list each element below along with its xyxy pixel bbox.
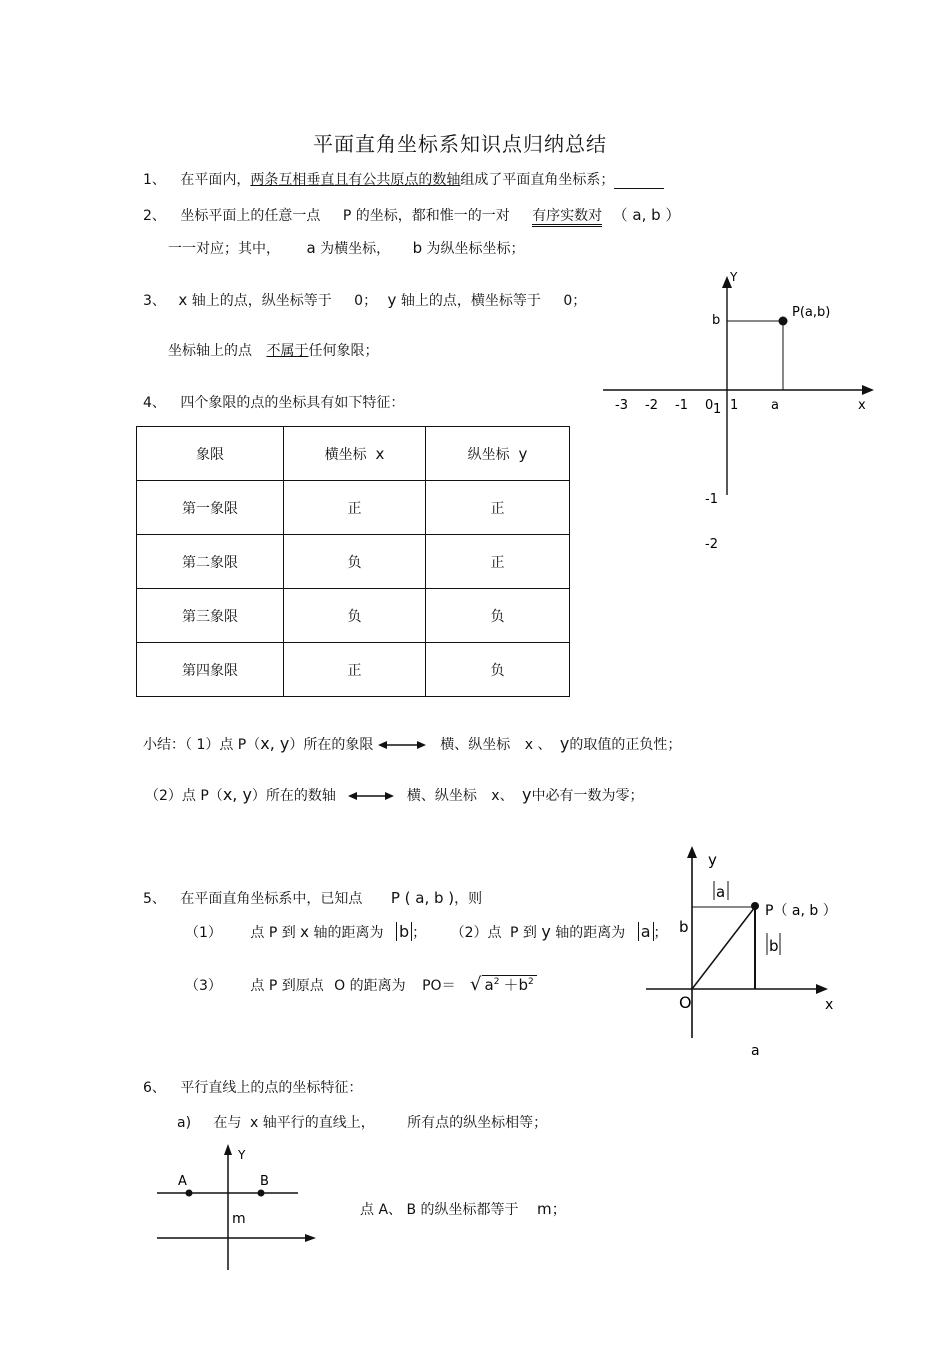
- table-cell: 正: [426, 481, 570, 535]
- x-axis-label: x: [858, 398, 866, 413]
- var-x: x: [178, 291, 188, 309]
- table-row: [137, 535, 570, 589]
- text: 一一对应；其中，: [168, 241, 280, 257]
- var-y: y: [518, 444, 528, 463]
- text: 平行直线上的点的坐标特征：: [180, 1080, 363, 1096]
- var-x: x 、: [524, 737, 552, 753]
- var-a: a: [484, 976, 494, 994]
- m-label: m: [232, 1211, 246, 1227]
- y-axis-label: Y: [730, 270, 738, 284]
- var-x: x: [375, 444, 385, 463]
- table-cell: 负: [426, 589, 570, 643]
- table-cell: 正: [284, 481, 426, 535]
- header-cell: [426, 427, 570, 481]
- text: 的坐标，都和惟一的一对: [355, 208, 510, 224]
- table-cell: 负: [284, 589, 426, 643]
- vars: x, y: [260, 734, 290, 753]
- text: 的距离为: [349, 978, 406, 994]
- exponent: 2: [527, 977, 534, 987]
- section-5-item-3: [185, 974, 537, 995]
- y-tick: -2: [705, 537, 718, 552]
- text: 横、纵坐标: [440, 737, 511, 753]
- section-number: 6、: [143, 1080, 166, 1096]
- text: 轴上的点，横坐标等于: [400, 293, 541, 309]
- header-text: 纵坐标: [467, 446, 510, 463]
- b-label: b: [679, 918, 689, 936]
- text: 四个象限的点的坐标具有如下特征：: [180, 395, 405, 411]
- y-axis-label: y: [708, 851, 717, 869]
- double-arrow-icon: [348, 791, 394, 801]
- var-y: y: [522, 785, 532, 804]
- text: 为纵坐标坐标；: [426, 241, 525, 257]
- var-y: y: [541, 922, 551, 941]
- point-label: P（ a, b ）: [765, 903, 837, 919]
- table-cell: 负: [284, 535, 426, 589]
- double-arrow-icon: [378, 740, 426, 750]
- table-row: [137, 481, 570, 535]
- section-6: [143, 1077, 362, 1097]
- text: （2）点 P（: [145, 788, 223, 804]
- a-label: a: [751, 1043, 760, 1059]
- point-label: P(a,b): [792, 305, 831, 320]
- header-text: 横坐标: [324, 446, 367, 463]
- header-cell: [284, 427, 426, 481]
- text: 轴平行的直线上，: [262, 1115, 375, 1131]
- x-tick: -3: [615, 398, 628, 413]
- double-underlined-text: 有序实数对: [532, 208, 602, 227]
- table-cell: 第四象限: [137, 643, 284, 697]
- y-tick: 1: [713, 402, 722, 417]
- section-number: 4、: [143, 395, 166, 411]
- a-label: a: [771, 398, 779, 413]
- text: ；: [412, 925, 427, 941]
- x-axis-label: x: [825, 997, 834, 1013]
- exponent: 2: [493, 977, 500, 987]
- section-5-item-1-2: [185, 922, 668, 942]
- zero: 0；: [354, 293, 378, 309]
- item-number: （1）: [185, 925, 222, 941]
- x-tick: 1: [730, 398, 739, 413]
- text: ；: [653, 925, 668, 941]
- text: 横、纵坐标: [406, 788, 477, 804]
- underlined-text: 不属于: [266, 343, 309, 359]
- parallel-note: [360, 1198, 567, 1219]
- y-axis-label: Y: [238, 1148, 246, 1162]
- var-b: b: [412, 239, 423, 257]
- item-number: （3）: [185, 978, 222, 994]
- abs-a: a: [638, 922, 654, 941]
- blank-line: [614, 172, 664, 189]
- text: 轴的距离为: [555, 925, 626, 941]
- b-label: b: [712, 313, 721, 328]
- text: P 到: [509, 925, 537, 941]
- parallel-line-figure: [150, 1140, 325, 1275]
- text: ）所在的象限: [289, 737, 374, 753]
- text: 在平面直角坐标系中，已知点: [180, 891, 363, 907]
- text: 为横坐标，: [320, 241, 391, 257]
- text: 中必有一数为零；: [531, 788, 644, 804]
- section-3-line-2: [168, 340, 378, 360]
- zero: 0；: [563, 293, 587, 309]
- coordinate-figure-1: [598, 265, 880, 555]
- x-tick: -1: [675, 398, 688, 413]
- abs-b-label: b: [769, 937, 779, 955]
- text: 点 P 到: [250, 925, 296, 941]
- table-row: [137, 643, 570, 697]
- abs-a-label: a: [716, 883, 726, 901]
- table-cell: 负: [426, 643, 570, 697]
- point-a-label: A: [178, 1174, 187, 1189]
- y-tick: -1: [705, 492, 718, 507]
- var-x: x、: [491, 788, 514, 804]
- section-6-item-a: [177, 1112, 547, 1132]
- text: 坐标轴上的点: [168, 343, 252, 359]
- origin-label: O: [679, 993, 692, 1012]
- underlined-text: 两条互相垂直且有公共原点的数轴: [250, 172, 461, 188]
- section-number: 5、: [143, 891, 166, 907]
- text: 的取值的正负性；: [569, 737, 682, 753]
- text: 在平面内，: [180, 172, 251, 188]
- text: 小结：（ 1）点 P（: [143, 737, 261, 753]
- section-4: [143, 392, 404, 412]
- plus-b: ＋b: [503, 976, 528, 994]
- var-o: O: [334, 978, 346, 994]
- radicand: [482, 975, 537, 994]
- text: ）所在的数轴: [251, 788, 336, 804]
- sqrt-icon: √: [470, 974, 482, 995]
- var-y: y: [387, 291, 397, 309]
- table-cell: 正: [426, 535, 570, 589]
- item-number: （2）点: [450, 925, 502, 941]
- text: 组成了平面直角坐标系；: [460, 172, 615, 188]
- abs-b: b: [396, 922, 412, 941]
- section-number: 2、: [143, 208, 166, 224]
- table-cell: 正: [284, 643, 426, 697]
- var-x: x: [249, 1115, 259, 1131]
- section-5: [143, 888, 482, 908]
- var-p: P: [342, 208, 352, 224]
- coordinate-figure-2: [640, 840, 840, 1065]
- text: 轴的距离为: [313, 925, 384, 941]
- table-row: [137, 589, 570, 643]
- section-3: [143, 290, 586, 310]
- page-title: 平面直角坐标系知识点归纳总结: [313, 132, 607, 156]
- var-x: x: [300, 923, 310, 941]
- table-cell: 第三象限: [137, 589, 284, 643]
- section-2-line-2: [168, 238, 525, 258]
- text: 所有点的纵坐标相等；: [407, 1115, 548, 1131]
- summary-line-1: [143, 734, 681, 754]
- text: 任何象限；: [308, 343, 379, 359]
- table-cell: 第一象限: [137, 481, 284, 535]
- formula-lhs: PO＝: [422, 978, 456, 994]
- header-cell: 象限: [137, 427, 284, 481]
- x-tick: -2: [645, 398, 658, 413]
- var-m: m；: [537, 1200, 567, 1218]
- text: 在与: [213, 1115, 242, 1131]
- text: 坐标平面上的任意一点: [180, 208, 321, 224]
- item-label: a): [177, 1115, 192, 1131]
- table-header-row: [137, 427, 570, 481]
- table-cell: 第二象限: [137, 535, 284, 589]
- text: 点 P 到原点: [250, 978, 324, 994]
- ordered-pair: （ a, b ）: [612, 206, 681, 224]
- text: 轴上的点，纵坐标等于: [191, 293, 332, 309]
- point: P ( a, b ): [390, 889, 455, 907]
- x-tick: 0: [705, 398, 714, 413]
- var-y: y: [559, 734, 570, 753]
- section-1: [143, 169, 664, 189]
- section-number: 3、: [143, 293, 166, 309]
- text: ，则: [454, 891, 483, 907]
- var-a: a: [306, 239, 316, 257]
- point-b-label: B: [260, 1174, 269, 1189]
- text: 点 A、 B 的纵坐标都等于: [360, 1202, 519, 1218]
- quadrant-table: [136, 426, 570, 697]
- section-2: [143, 204, 680, 225]
- section-number: 1、: [143, 172, 166, 188]
- summary-line-2: [145, 785, 644, 805]
- vars: x, y: [222, 785, 252, 804]
